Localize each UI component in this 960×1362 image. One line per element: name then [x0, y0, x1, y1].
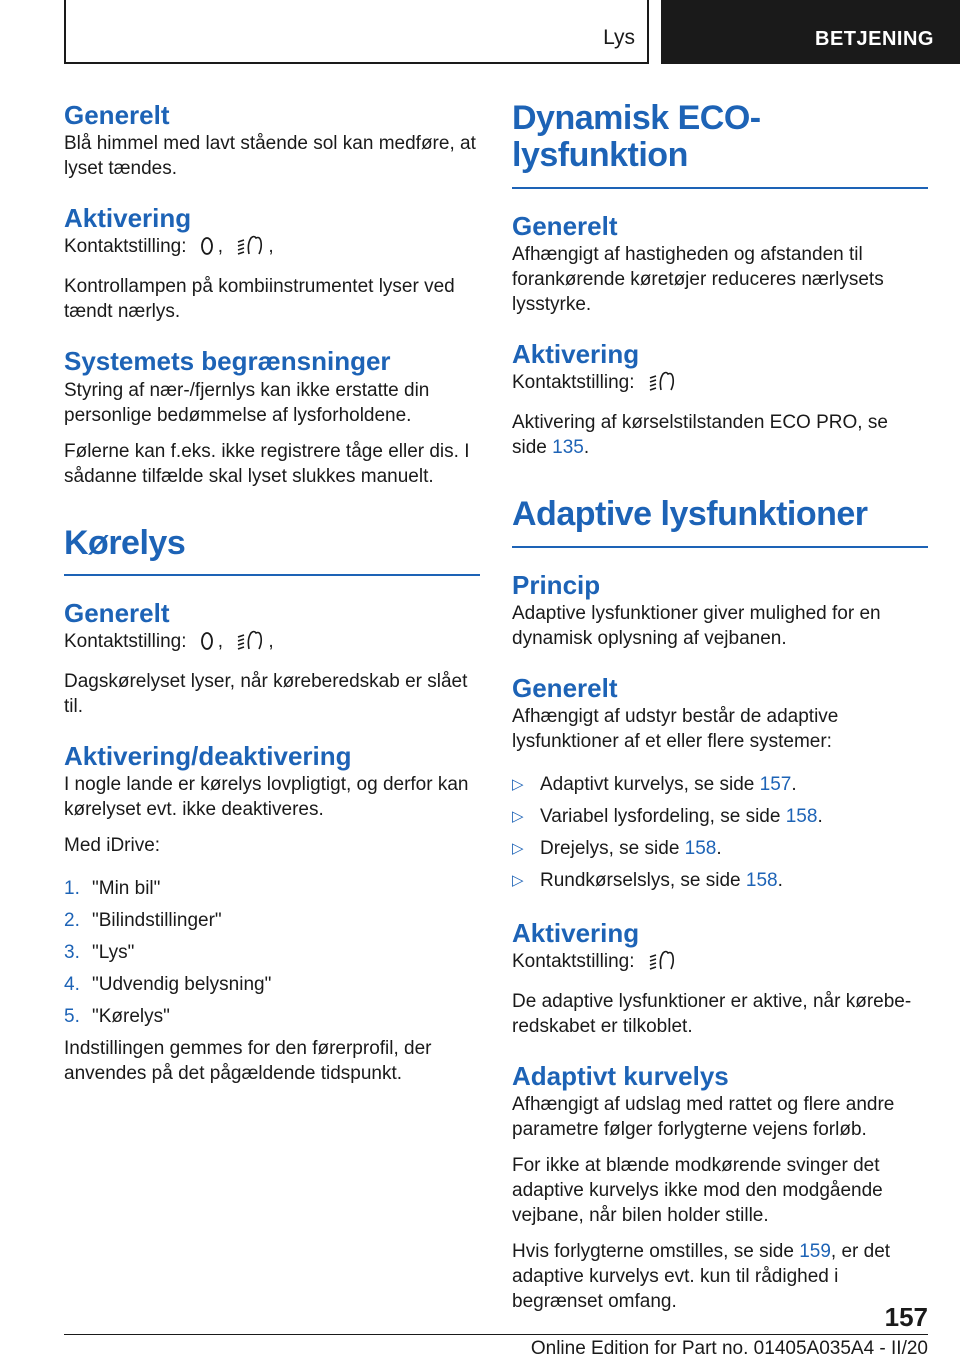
page-link[interactable]: 157	[759, 773, 792, 795]
heading-begraensninger: Systemets begrænsninger	[64, 346, 391, 377]
ignition-line	[512, 949, 928, 978]
page-link[interactable]: 158	[785, 805, 818, 827]
list-item: 3. "Lys"	[64, 942, 135, 964]
paragraph: Afhængigt af hastigheden og afstanden til forankørende køretøjer reduceres nærlysets lysstyrke.	[512, 243, 884, 315]
heading-generelt: Generelt	[64, 100, 170, 130]
list-item: 5. "Kørelys"	[64, 1006, 170, 1028]
page-link[interactable]: 135	[552, 437, 584, 459]
triangle-marker-icon: ▷	[512, 839, 524, 857]
ignition-on-icon	[236, 234, 264, 263]
heading-generelt: Generelt	[512, 672, 618, 703]
paragraph: Hvis forlygterne omstilles, se side 159, er det adaptive kurvelys evt. kun til rådighed i begrænset omfang.	[512, 1241, 891, 1313]
page-link[interactable]: 158	[745, 869, 778, 891]
paragraph: Styring af nær-/fjernlys kan ikke erstatte din personlige bedømmelse af lysforholdene.	[64, 379, 430, 426]
heading-princip: Princip	[512, 569, 601, 600]
right-column	[512, 100, 928, 1314]
paragraph: Kontrollampen på kombiinstrumentet lyser ved tændt nærlys.	[64, 276, 455, 323]
standby-ignition-icon	[200, 631, 214, 658]
triangle-marker-icon: ▷	[512, 775, 524, 793]
heading-adaptivt-kurvelys: Adaptivt kurvelys	[512, 1061, 729, 1092]
heading-aktivering: Aktivering	[512, 917, 640, 948]
kontakt-label: Kontaktstilling:	[64, 631, 187, 653]
paragraph: Blå himmel med lavt stående sol kan medføre, at lyset tændes.	[64, 133, 476, 180]
adaptive-systems-list	[512, 772, 928, 893]
ignition-line	[64, 234, 480, 263]
paragraph: Afhængigt af udslag med rattet og flere andre parametre følger forlygterne vejens forløb.	[512, 1094, 895, 1141]
paragraph: Med iDrive:	[64, 835, 161, 857]
heading-aktivering: Aktivering	[64, 203, 192, 234]
ignition-on-icon	[648, 370, 676, 399]
triangle-marker-icon: ▷	[512, 871, 524, 889]
paragraph: Dagskørelyset lyser, når køreberedskab er slået til.	[64, 671, 468, 718]
heading-aktivering: Aktivering	[512, 338, 640, 369]
heading-generelt: Generelt	[512, 210, 618, 241]
idrive-steps	[64, 876, 480, 1029]
paragraph: Afhængigt af udstyr består de adaptive lysfunktioner af et eller flere systemer:	[512, 705, 839, 752]
paragraph: De adaptive lysfunktioner er aktive, når køreberedskabet er tilkoblet.	[512, 991, 912, 1038]
list-item: ▷ Variabel lysfordeling, se side 158.	[512, 805, 823, 827]
triangle-marker-icon: ▷	[512, 807, 524, 825]
kontakt-label: Kontaktstilling:	[512, 372, 635, 394]
separator: ,	[217, 631, 224, 653]
paragraph: I nogle lande er kørelys lovpligtigt, og derfor kan kørelyset evt. ikke deaktiveres.	[64, 774, 469, 821]
ignition-line	[512, 370, 928, 399]
header-frame	[64, 0, 649, 64]
page-link[interactable]: 159	[799, 1241, 831, 1263]
list-item: ▷ Drejelys, se side 158.	[512, 837, 722, 859]
section-title-korelys: Kørelys	[64, 525, 480, 576]
ignition-on-icon	[236, 629, 264, 658]
paragraph: Adaptive lysfunktioner giver mulighed for en dynamisk oplysning af vejbanen.	[512, 602, 881, 649]
list-item: ▷ Rundkørselslys, se side 158.	[512, 869, 783, 891]
left-column	[64, 100, 480, 1086]
kontakt-label: Kontaktstilling:	[512, 951, 635, 973]
page-link[interactable]: 158	[684, 837, 717, 859]
separator: ,	[217, 236, 224, 258]
standby-ignition-icon	[200, 236, 214, 263]
list-item: 1. "Min bil"	[64, 878, 161, 900]
kontakt-label: Kontaktstilling:	[64, 236, 187, 258]
footer-divider	[64, 1334, 928, 1335]
section-title-eco: Dynamisk ECO-lysfunktion	[512, 100, 928, 189]
paragraph: Indstillingen gemmes for den førerprofil, der anvendes på det pågældende tidspunkt.	[64, 1038, 432, 1085]
list-item: 2. "Bilindstillinger"	[64, 910, 222, 932]
separator: ,	[268, 631, 274, 653]
paragraph: Følerne kan f.eks. ikke registrere tåge eller dis. I sådanne tilfælde skal lyset slukkes manuelt.	[64, 440, 470, 487]
ignition-line	[64, 629, 480, 658]
section-title-adaptive: Adaptive lysfunktioner	[512, 496, 928, 547]
page-number: 157	[884, 1302, 928, 1332]
heading-generelt: Generelt	[64, 597, 170, 628]
list-item: ▷ Adaptivt kurvelys, se side 157.	[512, 773, 797, 795]
paragraph: Aktivering af kørselstilstanden ECO PRO, se side 135.	[512, 412, 888, 459]
ignition-on-icon	[648, 949, 676, 978]
separator: ,	[268, 236, 274, 258]
header-section-title: Lys	[603, 26, 635, 49]
paragraph: For ikke at blænde modkørende svinger det adaptive kurvelys ikke mod den modgående vejbane, når bilen holder stille.	[512, 1155, 883, 1227]
heading-aktivering-deaktivering: Aktivering/deaktivering	[64, 741, 352, 772]
header-chapter-tab: BETJENING	[661, 0, 960, 64]
footer-edition: Online Edition for Part no. 01405A035A4 - II/20	[530, 1338, 928, 1359]
list-item: 4. "Udvendig belysning"	[64, 974, 272, 996]
